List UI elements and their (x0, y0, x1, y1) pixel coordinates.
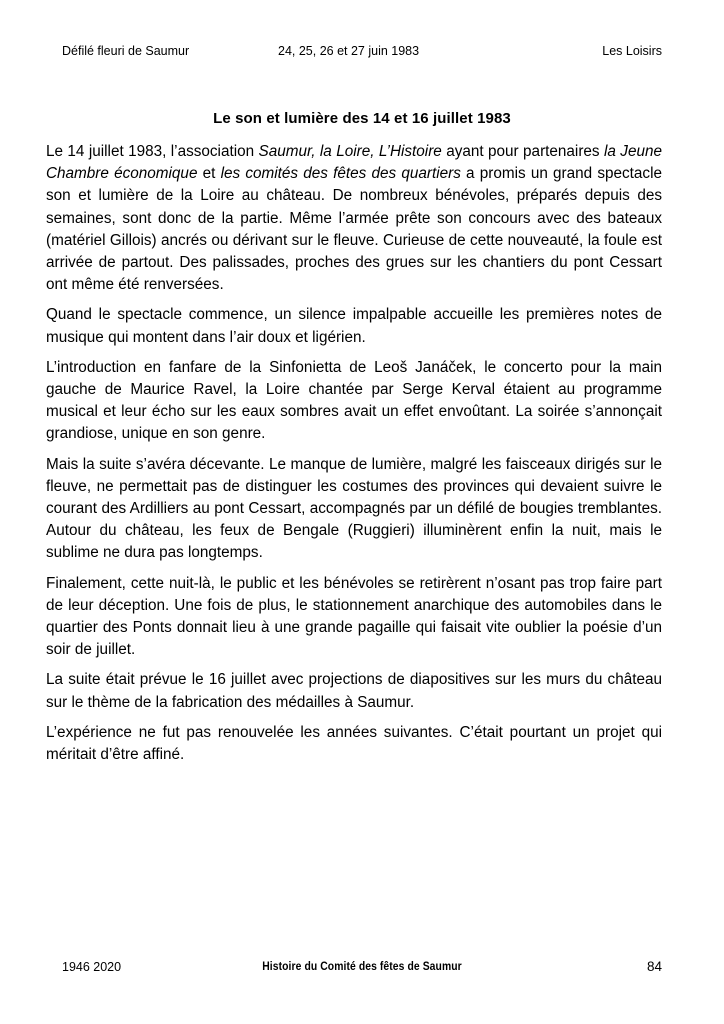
footer-center-title: Histoire du Comité des fêtes de Saumur (262, 961, 462, 973)
article-body (46, 141, 662, 766)
running-header (46, 42, 678, 60)
running-footer (46, 958, 678, 976)
paragraph-1-italic-2: la Jeune Chambre économique (46, 143, 662, 183)
header-left-text: Défilé fleuri de Saumur (62, 44, 190, 58)
paragraph-6: La suite était prévue le 16 juillet avec projections de diapositives sur les murs du château sur le thème de la fabrication des médailles à Saumur. (46, 671, 662, 711)
footer-left-years: 1946 2020 (62, 960, 122, 974)
paragraph-1-italic-1: Saumur, la Loire, L’Histoire (258, 143, 442, 160)
page-title: Le son et lumière des 14 et 16 juillet 1983 (213, 110, 511, 128)
paragraph-3: L’introduction en fanfare de la Sinfonietta de Leoš Janáček, le concerto pour la main gauche de Maurice Ravel, la Loire chantée par Serge Kerval étaient au programme musical et leur écho sur les eaux sombres avait un effet envoûtant. La soirée s’annonçait grandiose, unique en son genre. (46, 358, 662, 443)
paragraph-2: Quand le spectacle commence, un silence impalpable accueille les premières notes de musique qui montent dans l’air doux et ligérien. (46, 306, 662, 346)
paragraph-7: L’expérience ne fut pas renouvelée les années suivantes. C’était pourtant un projet qui méritait d’être affiné. (46, 723, 662, 764)
paragraph-1-run-1: Le 14 juillet 1983, l’association (46, 143, 259, 160)
paragraph-1-italic-3: les comités des fêtes des quartiers (220, 165, 461, 183)
header-center-date: 24, 25, 26 et 27 juin 1983 (278, 44, 420, 58)
paragraph-1-run-4: a promis un grand spectacle son et lumière de la Loire au château. De nombreux bénévoles, préparés depuis des semaines, sont donc de la partie. Même l’armée prête son concours avec des bateaux (matériel Gillois) ancrés ou dérivant sur le fleuve. Curieuse de cette nouveauté, la foule est arrivée de partout. Des palissades, proches des grues sur les chantiers du pont Cessart ont même été renversées. (46, 165, 662, 294)
paragraph-5: Finalement, cette nuit-là, le public et les bénévoles se retirèrent n’osant pas trop faire part de leur déception. Une fois de plus, le stationnement anarchique des automobiles dans le quartier des Ponts donnait lieu à une grande pagaille qui faisait vite oublier la poésie d’un soir de juillet. (46, 574, 662, 659)
header-right-section: Les Loisirs (602, 44, 662, 58)
paragraph-4: Mais la suite s’avéra décevante. Le manque de lumière, malgré les faisceaux dirigés sur le fleuve, ne permettait pas de distinguer les costumes des provinces qui devaient suivre le courant des Ardilliers au pont Cessart, accompagnés par un défilé de bougies tremblantes. Autour du château, les feux de Bengale (Ruggieri) illuminèrent enfin la nuit, mais le sublime ne dura pas longtemps. (46, 455, 662, 562)
paragraph-1-run-3: et (197, 165, 221, 183)
paragraph-1-run-2: ayant pour partenaires (441, 143, 604, 160)
paragraph-1 (46, 141, 662, 296)
footer-page-number: 84 (646, 959, 662, 974)
